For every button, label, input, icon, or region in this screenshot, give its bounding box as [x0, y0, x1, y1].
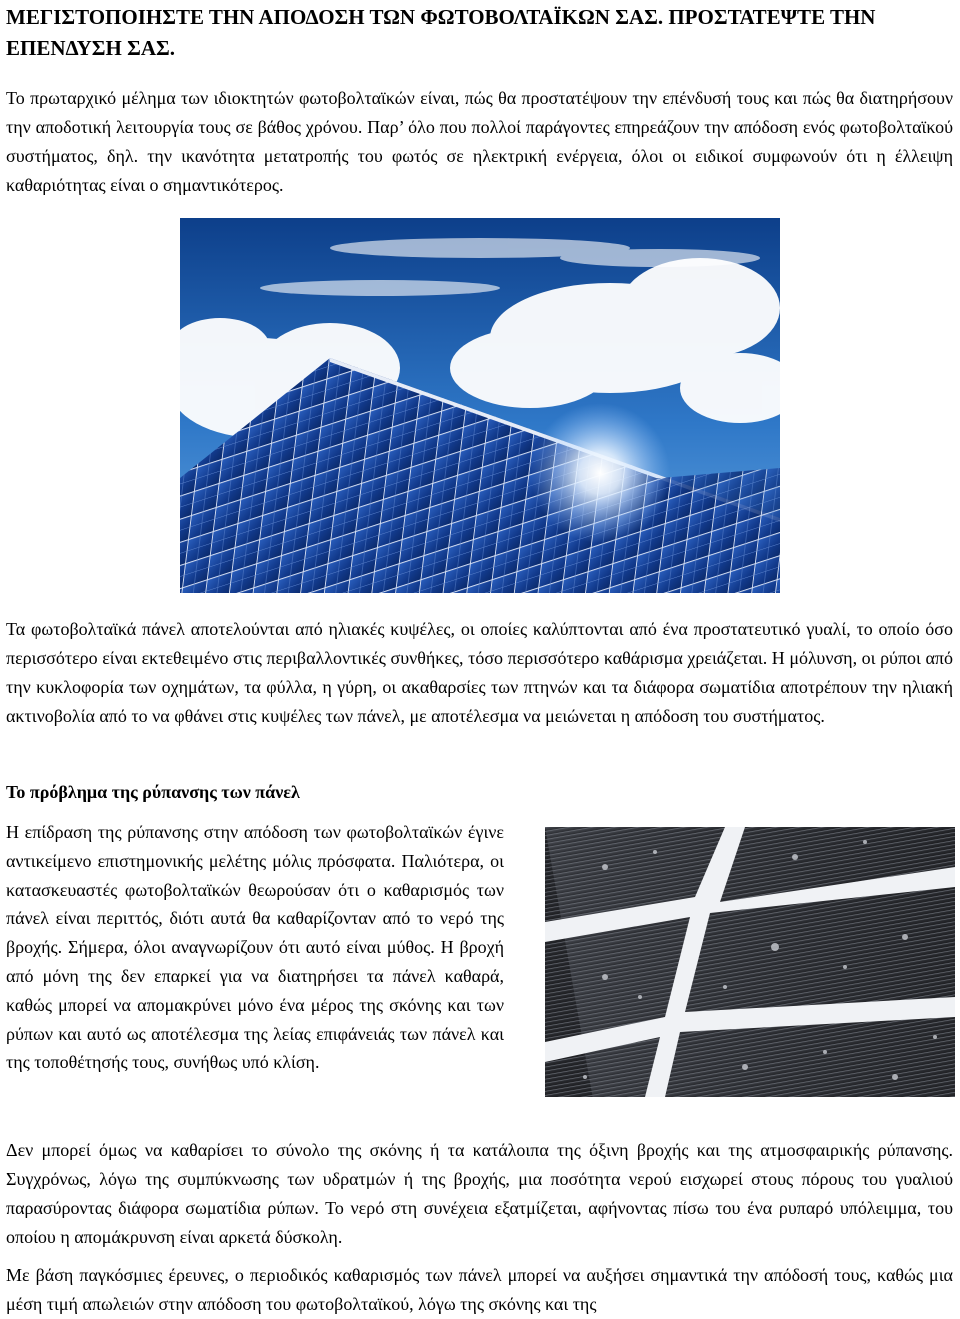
- solar-panels-sky-illustration: [180, 218, 780, 593]
- wet-solar-cells-illustration: [545, 827, 955, 1097]
- page-title: ΜΕΓΙΣΤΟΠΟΙΗΣΤΕ ΤΗΝ ΑΠΟΔΟΣΗ ΤΩΝ ΦΩΤΟΒΟΛΤΑΪΚΩΝ ΣΑΣ. ΠΡΟΣΤΑΤΕΨΤΕ ΤΗΝ ΕΠΕΝΔΥΣΗ ΣΑΣ.: [6, 5, 876, 60]
- research-paragraph: Με βάση παγκόσμιες έρευνες, ο περιοδικός καθαρισμός των πάνελ μπορεί να αυξήσει σημαντικά την απόδοσή τους, καθώς μια μέση τιμή απωλειών στην απόδοση του φωτοβολταϊκού, λόγω της σκόνης και της: [6, 1265, 953, 1314]
- solar-panels-sky-photo: [180, 218, 780, 593]
- wet-solar-panel-photo: [545, 827, 955, 1097]
- intro-paragraph: Το πρωταρχικό μέλημα των ιδιοκτητών φωτοβολταϊκών είναι, πώς θα προστατέψουν την επένδυσή τους και πώς θα διατηρήσουν την αποδοτική λειτουργία τους σε βάθος χρόνου. Παρ’ όλο που πολλοί παράγοντες επηρεάζουν την απόδοση ενός φωτοβολταϊκού συστήματος, δηλ. την ικανότητα μετατροπής του φωτός σε ηλεκτρική ενέργεια, όλοι οι ειδικοί συμφωνούν ότι η έλλειψη καθαριότητας είναι ο σημαντικότερος.: [6, 88, 953, 195]
- section-heading: Το πρόβλημα της ρύπανσης των πάνελ: [6, 782, 300, 802]
- pollution-effect-paragraph: Η επίδραση της ρύπανσης στην απόδοση των φωτοβολταϊκών έγινε αντικείμενο επιστημονικής μελέτης μόλις πρόσφατα. Παλιότερα, οι κατασκευαστές φωτοβολταϊκών θεωρούσαν ότι ο καθαρισμός των πάνελ είναι περιττός, διότι αυτά θα καθαρίζονταν από το νερό της βροχής. Σήμερα, όλοι αναγνωρίζουν ότι αυτό είναι μύθος. Η βροχή από μόνη της δεν επαρκεί για να διατηρήσει τα πάνελ καθαρά, καθώς μπορεί να απομακρύνει μόνο ένα μέρος της σκόνης και των ρύπων και αυτό ως αποτέλεσμα της λείας επιφάνειάς των πάνελ και της τοποθέτησής τους, συνήθως υπό κλίση.: [6, 822, 504, 1073]
- acid-rain-paragraph: Δεν μπορεί όμως να καθαρίσει το σύνολο της σκόνης ή τα κατάλοιπα της όξινη βροχής και της ατμοσφαιρικής ρύπανσης. Συγχρόνως, λόγω της συμπύκνωσης των υδρατμών ή της βροχής, μια ποσότητα νερού εισχωρεί στους πόρους του γυαλιού παρασύροντας διάφορα σωματίδια ρύπων. Το νερό στη συνέχεια εξατμίζεται, αφήνοντας πίσω του ένα ρυπαρό υπόλειμμα, του οποίου η απομάκρυνση είναι αρκετά δύσκολη.: [6, 1140, 953, 1247]
- panel-composition-paragraph: Τα φωτοβολταϊκά πάνελ αποτελούνται από ηλιακές κυψέλες, οι οποίες καλύπτονται από ένα προστατευτικό γυαλί, το οποίο όσο περισσότερο είναι εκτεθειμένο στις περιβαλλοντικές συνθήκες, τόσο περισσότερο καθάρισμα χρειάζεται. Η μόλυνση, οι ρύποι από την κυκλοφορία των οχημάτων, τα φύλλα, η γύρη, οι ακαθαρσίες των πτηνών και τα διάφορα σωματίδια αποτρέπουν την ηλιακή ακτινοβολία από το να φθάνει στις κυψέλες των πάνελ, με αποτέλεσμα να μειώνεται η απόδοση του συστήματος.: [6, 619, 953, 726]
